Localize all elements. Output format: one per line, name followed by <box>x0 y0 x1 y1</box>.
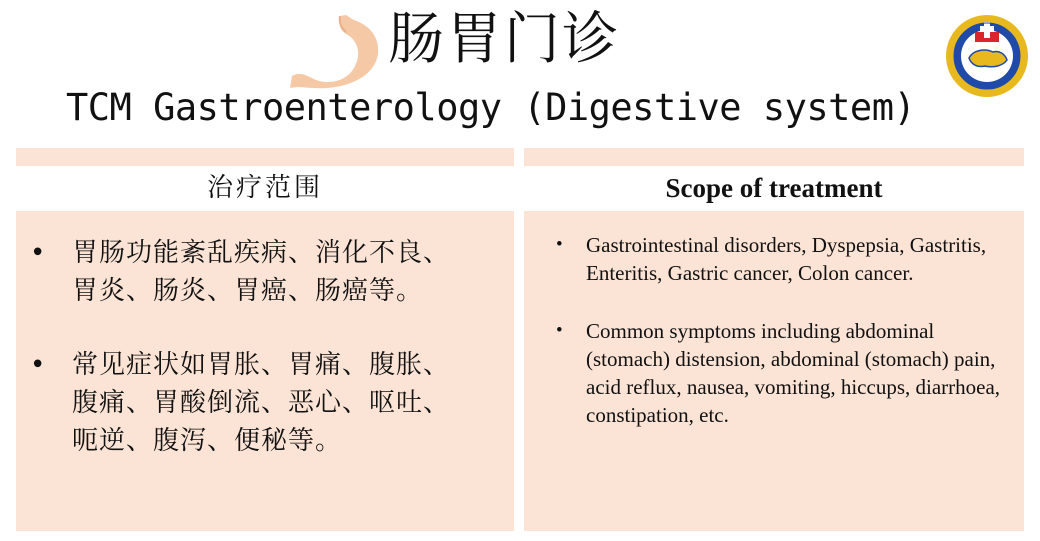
treatment-list-en <box>556 231 1012 459</box>
page-title-zh: 肠胃门诊 <box>388 7 620 72</box>
stomach-icon <box>288 14 380 90</box>
treatment-list-zh <box>30 234 460 496</box>
left-column-header: 治疗范围 <box>206 173 323 203</box>
page-title-en: TCM Gastroenterology (Digestive system) <box>66 86 916 129</box>
bullet-icon: • <box>556 320 563 341</box>
right-top-strip <box>524 148 1024 166</box>
right-column-header: Scope of treatment <box>665 173 883 203</box>
bullet-icon: • <box>30 238 47 268</box>
left-top-strip <box>16 148 514 166</box>
chung-hwa-medical-institution-logo <box>945 14 1029 98</box>
list-item: • 胃肠功能紊乱疾病、消化不良、胃炎、肠炎、胃癌、肠癌等。 <box>30 234 460 310</box>
bullet-icon: • <box>30 350 47 380</box>
list-item: • Gastrointestinal disorders, Dyspepsia, Gastritis, Enteritis, Gastric cancer, Colon cancer. <box>556 233 987 285</box>
bullet-icon: • <box>556 234 563 255</box>
list-item: • Common symptoms including abdominal (stomach) distension, abdominal (stomach) pain, acid reflux, nausea, vomiting, hiccups, diarrhoea, constipation, etc. <box>556 319 1001 427</box>
list-item: • 常见症状如胃胀、胃痛、腹胀、腹痛、胃酸倒流、恶心、呕吐、呃逆、腹泻、便秘等。 <box>30 346 460 460</box>
